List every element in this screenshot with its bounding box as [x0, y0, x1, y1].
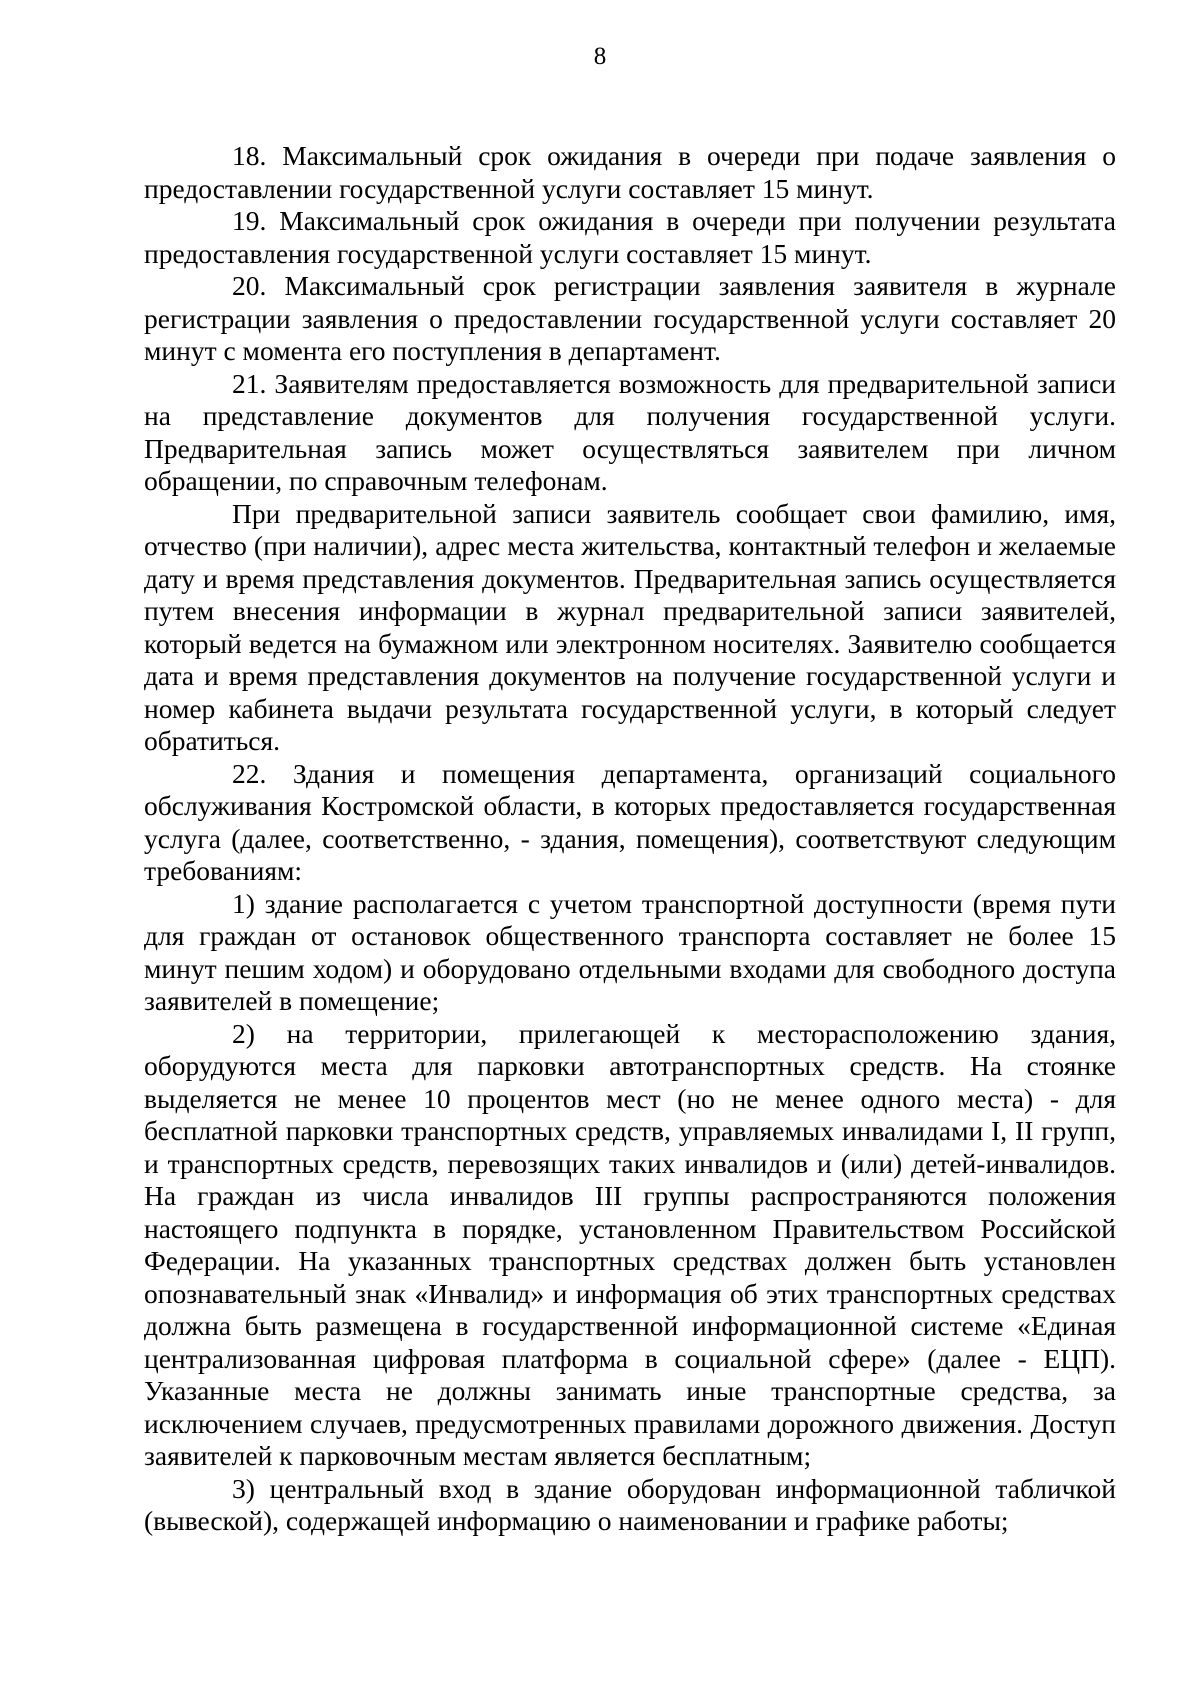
paragraph-item-20: 20. Максимальный срок регистрации заявления заявителя в журнале регистрации заявления о предоставлении государственной услуги составляет 20 минут с момента его поступления в департамент. [144, 270, 1116, 366]
paragraph-subitem-3: 3) центральный вход в здание оборудован информационной табличкой (вывеской), содержащей информацию о наименовании и графике работы; [144, 1472, 1116, 1536]
page-number: 8 [593, 43, 607, 70]
paragraph-preliminary-registration: При предварительной записи заявитель сообщает свои фамилию, имя, отчество (при наличии), адрес места жительства, контактный телефон и желаемые дату и время представления документов. Предварительная запись осуществляется путем внесения информации в журнал предварительной записи заявителей, который ведется на бумажном или электронном носителях. Заявителю сообщается дата и время представления документов на получение государственной услуги и номер кабинета выдачи результата государственной услуги, в который следует обратиться. [144, 497, 1116, 756]
paragraph-subitem-2: 2) на территории, прилегающей к месторасположению здания, оборудуются места для парковки автотранспортных средств. На стоянке выделяется не менее 10 процентов мест (но не менее одного места) - для бесплатной парковки транспортных средств, управляемых инвалидами I, II групп, и транспортных средств, перевозящих таких инвалидов и (или) детей-инвалидов. На граждан из числа инвалидов III группы распространяются положения настоящего подпункта в порядке, установленном Правительством Российской Федерации. На указанных транспортных средствах должен быть установлен опознавательный знак «Инвалид» и информация об этих транспортных средствах должна быть размещена в государственной информационной системе «Единая централизованная цифровая платформа в социальной сфере» (далее - ЕЦП). Указанные места не должны занимать иные транспортные средства, за исключением случаев, предусмотренных правилами дорожного движения. Доступ заявителей к парковочным местам является бесплатным; [144, 1017, 1116, 1471]
paragraph-item-21: 21. Заявителям предоставляется возможность для предварительной записи на представление документов для получения государственной услуги. Предварительная запись может осуществляться заявителем при личном обращении, по справочным телефонам. [144, 367, 1116, 496]
paragraph-subitem-1: 1) здание располагается с учетом транспортной доступности (время пути для граждан от остановок общественного транспорта составляет не более 15 минут пешим ходом) и оборудовано отдельными входами для свободного доступа заявителей в помещение; [144, 887, 1116, 1016]
document-body [144, 140, 1116, 1538]
paragraph-item-22: 22. Здания и помещения департамента, организаций социального обслуживания Костромской области, в которых предоставляется государственная услуга (далее, соответственно, - здания, помещения), соответствуют следующим требованиям: [144, 757, 1116, 886]
paragraph-item-19: 19. Максимальный срок ожидания в очереди при получении результата предоставления государственной услуги составляет 15 минут. [144, 205, 1116, 269]
paragraph-item-18: 18. Максимальный срок ожидания в очереди при подаче заявления о предоставлении государственной услуги составляет 15 минут. [144, 140, 1116, 204]
